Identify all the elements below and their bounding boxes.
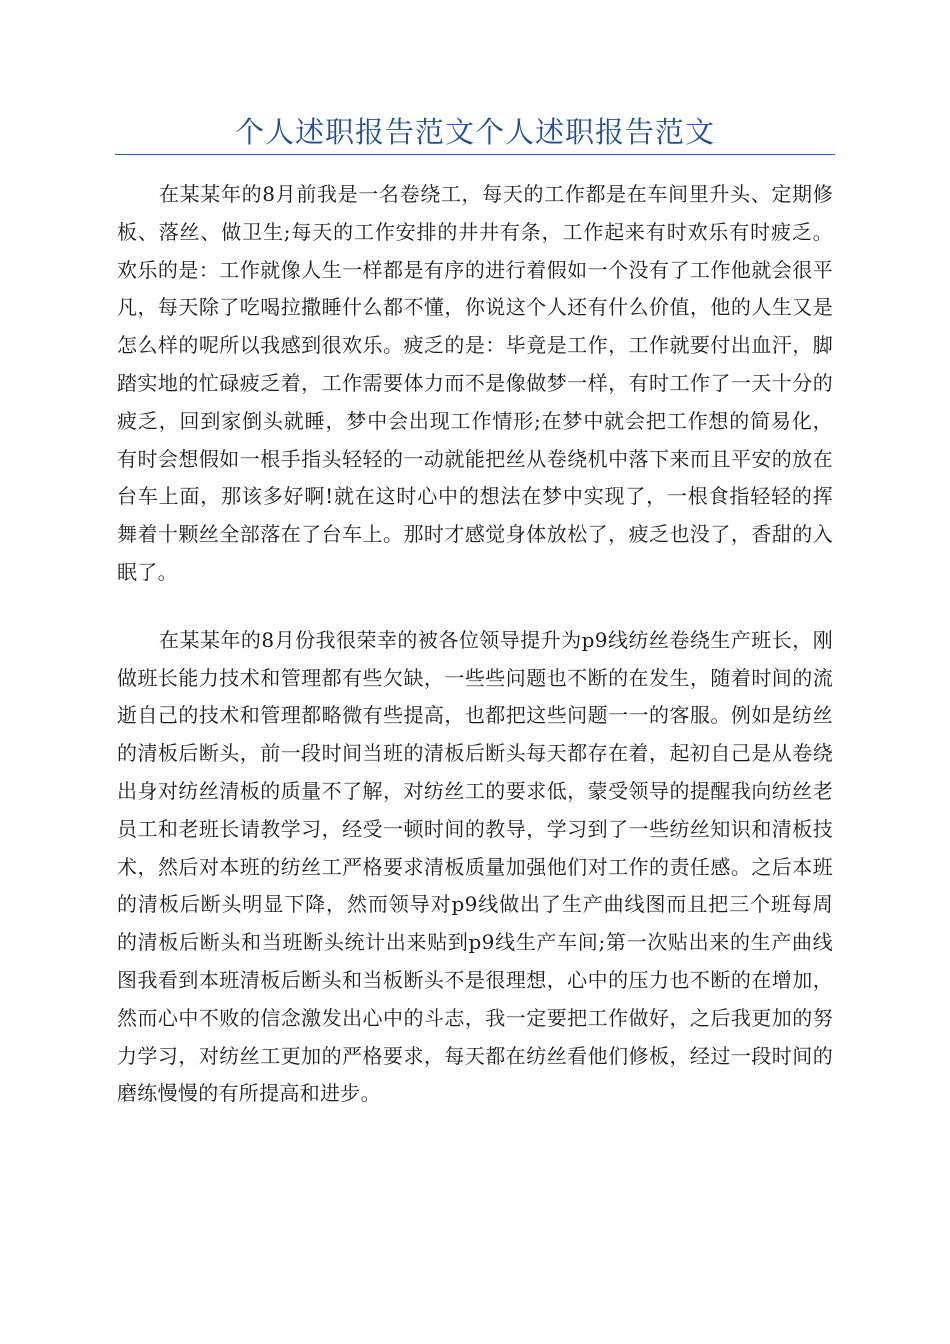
document-title: 个人述职报告范文个人述职报告范文 (234, 115, 715, 149)
paragraph-2: 在某某年的8月份我很荣幸的被各位领导提升为p9线纺丝卷绕生产班长，刚做班长能力技术和管理都有些欠缺，一些些问题也不断的在发生，随着时间的流逝自己的技术和管理都略微有些提高，也都把这些问题一一的客服。例如是纺丝的清板后断头，前一段时间当班的清板后断头每天都存在着，起初自己是从卷绕出身对纺丝清板的质量不了解，对纺丝工的要求低，蒙受领导的提醒我向纺丝老员工和老班长请教学习，经受一顿时间的教导，学习到了一些纺丝知识和清板技术，然后对本班的纺丝工严格要求清板质量加强他们对工作的责任感。之后本班的清板后断头明显下降，然而领导对p9线做出了生产曲线图而且把三个班每周的清板后断头和当班断头统计出来贴到p9线生产车间;第一次贴出来的生产曲线图我看到本班清板后断头和当板断头不是很理想，心中的压力也不断的在增加，然而心中不败的信念激发出心中的斗志，我一定要把工作做好，之后我更加的努力学习，对纺丝工更加的严格要求，每天都在纺丝看他们修板，经过一段时间的磨练慢慢的有所提高和进步。 (117, 627, 833, 1106)
title-underline (115, 154, 835, 155)
document-body (117, 176, 833, 1113)
paragraph-1: 在某某年的8月前我是一名卷绕工，每天的工作都是在车间里升头、定期修板、落丝、做卫生;每天的工作安排的井井有条，工作起来有时欢乐有时疲乏。欢乐的是：工作就像人生一样都是有序的进行着假如一个没有了工作他就会很平凡，每天除了吃喝拉撒睡什么都不懂，你说这个人还有什么价值，他的人生又是怎么样的呢所以我感到很欢乐。疲乏的是：毕竟是工作，工作就要付出血汗，脚踏实地的忙碌疲乏着，工作需要体力而不是像做梦一样，有时工作了一天十分的疲乏，回到家倒头就睡，梦中会出现工作情形;在梦中就会把工作想的简易化，有时会想假如一根手指头轻轻的一动就能把丝从卷绕机中落下来而且平安的放在台车上面，那该多好啊!就在这时心中的想法在梦中实现了，一根食指轻轻的挥舞着十颗丝全部落在了台车上。那时才感觉身体放松了，疲乏也没了，香甜的入眠了。 (117, 182, 833, 584)
